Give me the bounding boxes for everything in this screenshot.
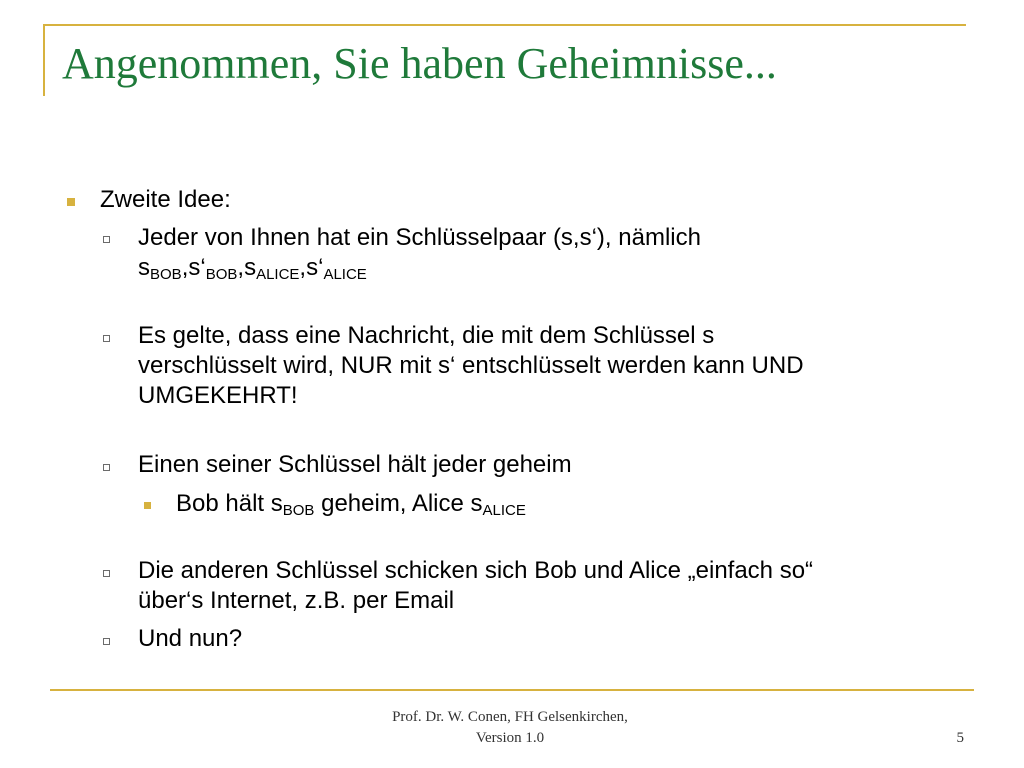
key-s-prime-alice: s‘ <box>306 254 324 281</box>
sub-bullet-key-pair <box>138 223 701 283</box>
footer-line: Version 1.0 <box>475 730 545 746</box>
text-line: über‘s Internet, z.B. per Email <box>138 587 455 614</box>
key-s-prime-bob: s‘ <box>188 254 206 281</box>
key-s-alice-sub: ALICE <box>256 266 300 283</box>
sub-bullet-public-keys <box>138 556 813 616</box>
nested-text-part: Bob hält s <box>176 490 283 517</box>
text-line: Es gelte, dass eine Nachricht, die mit dem Schlüssel s <box>138 322 715 349</box>
bullet-zweite-idee: Zweite Idee: <box>100 186 231 213</box>
key-names-line <box>138 253 701 283</box>
page-number: 5 <box>956 730 964 746</box>
text-line: Die anderen Schlüssel schicken sich Bob und Alice „einfach so“ <box>138 557 814 584</box>
nested-sub-alice: ALICE <box>482 502 526 519</box>
nested-text-part: geheim, Alice s <box>314 490 483 517</box>
footer-line: Prof. Dr. W. Conen, FH Gelsenkirchen, <box>392 709 628 725</box>
footer-divider <box>50 689 974 691</box>
text-line: UMGEKEHRT! <box>138 382 298 409</box>
sub-bullet-und-nun: Und nun? <box>138 625 243 652</box>
key-s-prime-alice-sub: ALICE <box>323 266 367 283</box>
text-line: verschlüsselt wird, NUR mit s‘ entschlüsselt werden kann UND <box>138 352 804 379</box>
sub-bullet-secret-key: Einen seiner Schlüssel hält jeder geheim <box>138 451 572 478</box>
hollow-square-bullet-icon <box>103 638 110 645</box>
nested-bullet-bob-alice <box>176 489 526 519</box>
footer-credit <box>340 707 680 749</box>
separator: , <box>299 254 307 281</box>
slide-title: Angenommen, Sie haben Geheimnisse... <box>62 39 777 88</box>
square-bullet-icon <box>144 502 151 509</box>
key-s-alice: s <box>244 254 257 281</box>
nested-sub-bob: BOB <box>282 502 315 519</box>
key-pair-line: Jeder von Ihnen hat ein Schlüsselpaar (s,s‘), nämlich <box>138 224 701 251</box>
key-s-bob: s <box>138 254 150 281</box>
separator: , <box>181 254 189 281</box>
separator: , <box>237 254 245 281</box>
sub-bullet-encryption-rule <box>138 321 804 411</box>
hollow-square-bullet-icon <box>103 335 110 342</box>
key-s-prime-bob-sub: BOB <box>205 266 238 283</box>
square-bullet-icon <box>67 198 75 206</box>
hollow-square-bullet-icon <box>103 464 110 471</box>
key-s-bob-sub: BOB <box>150 266 182 283</box>
hollow-square-bullet-icon <box>103 236 110 243</box>
hollow-square-bullet-icon <box>103 570 110 577</box>
